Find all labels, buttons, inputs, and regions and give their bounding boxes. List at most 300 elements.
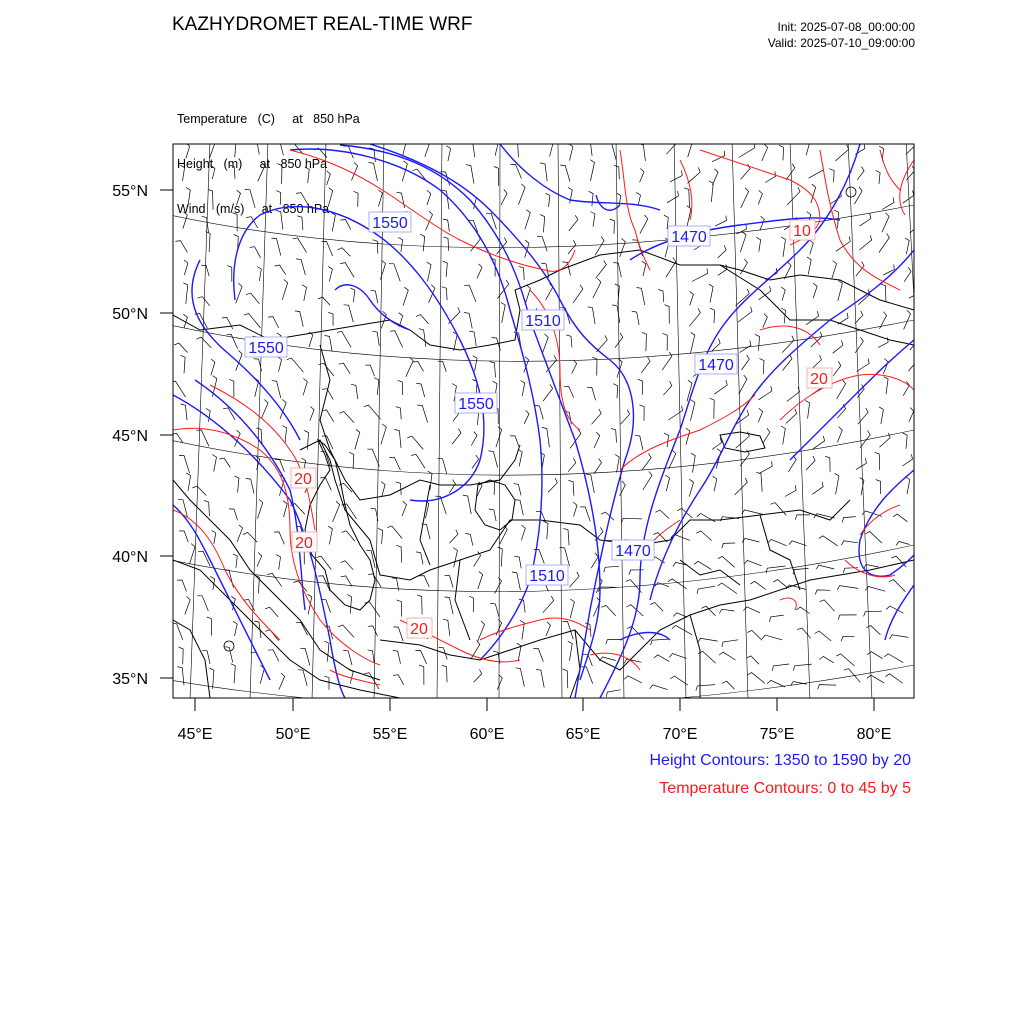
temperature-label: 20 [410, 621, 428, 638]
wind-barb [521, 381, 525, 397]
wind-barb [696, 685, 715, 691]
wind-barb [325, 336, 333, 352]
wind-barb [809, 240, 813, 254]
wind-barb [257, 553, 262, 567]
wind-barb [673, 562, 687, 566]
wind-barb [886, 606, 903, 613]
wind-barb [759, 386, 772, 400]
wind-barb [389, 457, 400, 470]
wind-barb [300, 648, 310, 665]
wind-barb [593, 279, 601, 299]
wind-barb [411, 454, 425, 468]
wind-barb [443, 261, 448, 277]
wind-barb [909, 408, 914, 422]
lon-label-80: 80°E [856, 726, 892, 743]
wind-barb [207, 617, 212, 636]
wind-barb [670, 171, 683, 183]
wind-barb [781, 237, 785, 257]
wind-barb [185, 597, 190, 615]
wind-barb [714, 380, 727, 394]
wind-barb [739, 375, 747, 394]
wind-barb [689, 479, 693, 496]
wind-barb [747, 673, 765, 684]
lat-label-50: 50°N [112, 306, 148, 323]
wind-barb [396, 482, 402, 495]
wind-barb [179, 647, 184, 664]
graticule [170, 140, 934, 707]
wind-barb [324, 676, 329, 690]
wind-barb [563, 621, 574, 639]
wind-barb [477, 264, 482, 279]
wind-barb [787, 387, 800, 401]
wind-barb [490, 603, 499, 616]
wind-barb [276, 191, 281, 205]
wind-barb [525, 210, 530, 230]
wind-barb [224, 647, 232, 663]
lat-label-40: 40°N [112, 549, 148, 566]
field-height: Height (m) at 850 hPa [177, 157, 328, 171]
wind-barb [328, 312, 333, 325]
wind-barb [227, 266, 232, 282]
wind-barb [624, 676, 642, 683]
wind-barb [519, 266, 525, 280]
wind-barb [521, 525, 525, 540]
wind-barb [744, 560, 761, 565]
wind-barb [390, 331, 403, 348]
wind-barb [210, 138, 216, 158]
wind-barb [524, 410, 529, 424]
wind-barb [855, 311, 863, 324]
wind-barb [818, 685, 837, 690]
height-label: 1550 [248, 340, 284, 357]
wind-barb [500, 526, 508, 545]
wind-barb [224, 570, 234, 588]
wind-barb [841, 541, 857, 545]
wind-barb [192, 486, 206, 496]
wind-barb [688, 138, 693, 157]
wind-barb [190, 544, 196, 565]
wind-barb [473, 356, 477, 372]
wind-barb [691, 400, 695, 421]
wind-barb [859, 235, 871, 250]
wind-barb [537, 237, 547, 252]
wind-barb [692, 268, 708, 281]
wind-barb [453, 548, 457, 568]
wind-barb [835, 473, 839, 494]
wind-barb [807, 257, 811, 274]
wind-barb [690, 291, 694, 305]
wind-barb [309, 332, 313, 347]
height-label: 1470 [698, 357, 734, 374]
wind-barb [419, 576, 429, 588]
wind-barb [296, 259, 305, 275]
wind-barb [396, 407, 402, 420]
wind-barb [641, 357, 650, 373]
wind-barb [186, 188, 190, 206]
wind-barb [244, 314, 261, 328]
wind-barb [610, 219, 615, 234]
wind-barb [795, 515, 810, 520]
lat-label-35: 35°N [112, 671, 148, 688]
wind-barb [785, 485, 796, 496]
wind-barb [272, 381, 281, 399]
wind-barb [829, 169, 834, 183]
wind-barb [398, 380, 403, 395]
wind-barb [591, 553, 598, 568]
wind-barb [236, 283, 242, 303]
wind-barb [378, 190, 382, 207]
wind-barb [416, 383, 424, 397]
wind-barb [722, 681, 735, 689]
wind-barb [642, 453, 651, 470]
wind-barb [786, 164, 795, 180]
wind-barb [276, 555, 280, 570]
wind-barb [806, 136, 810, 155]
wind-barb [442, 665, 447, 682]
wind-barb [740, 232, 746, 253]
wind-barb [686, 428, 690, 444]
wind-barb [498, 547, 503, 567]
wind-barb [344, 305, 354, 322]
wind-barb [719, 652, 735, 660]
wind-barb [322, 410, 334, 422]
wind-barb [709, 284, 713, 302]
wind-barb [617, 193, 621, 207]
wind-barb [819, 536, 838, 546]
wind-barb [543, 596, 554, 613]
wind-barb [452, 429, 461, 445]
wind-barb [698, 638, 718, 642]
wind-barb [904, 310, 911, 329]
wind-barb [590, 160, 594, 181]
wind-barb [319, 363, 334, 376]
wind-barb [842, 517, 856, 523]
wind-barb [495, 577, 502, 593]
wind-barb [338, 625, 354, 637]
wind-barb [474, 669, 482, 682]
wind-barb [397, 600, 402, 617]
wind-barb [903, 433, 907, 449]
wind-barb [445, 575, 454, 587]
wind-barb [759, 461, 772, 473]
wind-barb [198, 297, 210, 306]
wind-barb [364, 405, 381, 419]
wind-barb [663, 381, 672, 395]
wind-barb [813, 283, 817, 298]
wind-barb [261, 400, 268, 419]
wind-barb [393, 627, 403, 641]
wind-barb [866, 626, 880, 635]
wind-barb [568, 480, 574, 495]
wind-barb [736, 432, 750, 449]
wind-barb [341, 219, 351, 229]
wind-barb [760, 216, 765, 230]
wind-barb [277, 164, 282, 184]
wind-barb [815, 590, 830, 595]
wind-barb [816, 565, 834, 569]
wind-barb [274, 532, 284, 545]
wind-barb [560, 165, 570, 182]
wind-barb [882, 213, 889, 232]
wind-barb [417, 405, 427, 423]
wind-barb [427, 190, 431, 205]
wind-barb [365, 365, 374, 376]
wind-barb [272, 238, 281, 256]
wind-barb [570, 599, 574, 618]
wind-barb [569, 144, 573, 161]
wind-barb [886, 674, 903, 683]
lon-label-50: 50°E [275, 726, 311, 743]
lon-label-60: 60°E [469, 726, 505, 743]
wind-barb [820, 600, 835, 611]
wind-barb [781, 308, 785, 323]
wind-barb [600, 657, 616, 661]
wind-barb [488, 451, 497, 468]
wind-barb [196, 430, 209, 446]
wind-barb [352, 162, 358, 180]
wind-barb [857, 359, 870, 372]
wind-barb [245, 189, 255, 207]
wind-barb [564, 387, 574, 398]
wind-barb [569, 572, 579, 588]
wind-barb [464, 285, 476, 302]
wind-barb [739, 143, 755, 158]
wind-barb [756, 472, 762, 491]
wind-barb [229, 379, 234, 397]
wind-barb [867, 652, 882, 659]
wind-barb [882, 198, 894, 210]
wind-barb [543, 384, 552, 401]
wind-barb [378, 528, 383, 544]
wind-barb [512, 572, 521, 590]
wind-barb [489, 509, 496, 521]
lon-label-45: 45°E [177, 726, 213, 743]
wind-barb [463, 495, 472, 514]
wind-barb [566, 335, 572, 348]
wind-barb [180, 165, 184, 181]
wind-barb [698, 651, 716, 663]
wind-barb [697, 586, 715, 594]
wind-barb [396, 545, 401, 562]
wind-barb [668, 406, 682, 420]
wind-barb [443, 219, 450, 232]
wind-barb [879, 407, 883, 424]
wind-barb [268, 650, 279, 662]
wind-barb [670, 676, 688, 685]
wind-barb [833, 361, 841, 376]
wind-barb [856, 458, 867, 469]
wind-barb [747, 630, 762, 640]
wind-barb [258, 162, 265, 181]
wind-barb [355, 429, 360, 449]
height-contour-labels [245, 212, 737, 585]
wind-barb [212, 530, 216, 544]
init-time: Init: 2025-07-08_00:00:00 [777, 20, 915, 34]
wind-barb [490, 362, 496, 378]
wind-barb [349, 452, 354, 469]
wind-barb [438, 361, 447, 372]
wind-barb [546, 622, 551, 636]
wind-barb [635, 435, 643, 450]
wind-barb [642, 332, 647, 351]
wind-barb [606, 640, 621, 645]
wind-barb [496, 427, 502, 448]
wind-barb [601, 605, 615, 615]
wind-barb [632, 311, 639, 325]
wind-barb [865, 532, 882, 544]
wind-barb [303, 379, 307, 396]
field-temperature: Temperature (C) at 850 hPa [177, 112, 360, 126]
wind-barb [445, 597, 454, 614]
wind-barb [812, 482, 823, 494]
wind-barb [588, 307, 595, 324]
temperature-legend: Temperature Contours: 0 to 45 by 5 [659, 780, 911, 797]
wind-barb [518, 449, 522, 466]
wind-barb [520, 620, 524, 639]
temperature-label: 20 [294, 471, 312, 488]
wind-barb [615, 284, 620, 305]
wind-barb [881, 284, 886, 301]
lat-label-45: 45°N [112, 428, 148, 445]
wind-barb [715, 216, 726, 227]
wind-barb [381, 482, 385, 497]
wind-barb [903, 190, 914, 203]
wind-barb [613, 263, 621, 278]
wind-barb [416, 552, 423, 565]
wind-barb [374, 378, 379, 395]
height-label: 1550 [372, 215, 408, 232]
wind-barb [665, 305, 670, 324]
wind-barb [673, 613, 687, 617]
wind-barb [250, 247, 261, 258]
wind-barb [591, 212, 595, 227]
wind-barb [510, 436, 519, 446]
wind-barb [742, 355, 750, 370]
wind-barb [179, 531, 188, 542]
wind-barb [650, 603, 663, 612]
longitude-axis [178, 698, 892, 743]
wind-barb [546, 356, 557, 373]
wind-barb [443, 237, 448, 251]
wind-barb [621, 410, 630, 424]
wind-barb [759, 286, 771, 300]
wind-barb [669, 654, 686, 659]
wind-barb [782, 336, 794, 353]
wind-barb [446, 146, 450, 161]
wind-barb [219, 458, 230, 468]
wind-barb [806, 456, 815, 470]
wind-barb [594, 432, 600, 448]
wind-barb [178, 667, 185, 686]
wind-barb [276, 211, 283, 230]
wind-barb [347, 595, 352, 614]
wind-barb [809, 165, 824, 178]
wind-barb [237, 525, 242, 542]
wind-barb [787, 187, 800, 205]
wind-barb [406, 357, 413, 377]
wind-barb [183, 212, 187, 229]
wind-barb [318, 297, 330, 305]
wind-barb [393, 675, 404, 685]
wind-barb [305, 167, 309, 183]
wind-barb [351, 288, 355, 302]
wind-barb [354, 191, 359, 207]
wind-barb [278, 357, 282, 372]
wind-barb [468, 140, 475, 157]
wind-barb [543, 334, 549, 352]
wind-barb [308, 594, 312, 614]
wind-barb [640, 215, 648, 234]
wind-barb [639, 405, 644, 421]
wind-barb [453, 332, 457, 351]
wind-barb [773, 580, 787, 588]
wind-barb [909, 285, 926, 298]
wind-barb [230, 165, 235, 178]
wind-barb [339, 412, 354, 423]
wind-barb [654, 655, 669, 662]
wind-barb [712, 438, 722, 450]
wind-barb [768, 539, 787, 545]
wind-barb [297, 216, 303, 230]
wind-barb [296, 193, 309, 207]
wind-barb [419, 665, 424, 685]
wind-barb [662, 352, 672, 370]
wind-barb [283, 501, 287, 517]
wind-barb [542, 427, 549, 447]
wind-barb [624, 659, 641, 663]
wind-barb [666, 475, 670, 491]
wind-barb [204, 501, 209, 517]
wind-barb [540, 215, 545, 233]
wind-barb [229, 509, 238, 520]
wind-barb [302, 285, 306, 301]
wind-barb [287, 140, 304, 154]
wind-barb [469, 596, 474, 612]
wind-barb [864, 611, 882, 616]
wind-barb [691, 453, 695, 473]
wind-barb [742, 510, 763, 515]
wind-barb [525, 285, 530, 305]
wind-barb [650, 685, 668, 690]
wind-barb [664, 433, 669, 447]
lon-label-70: 70°E [662, 726, 698, 743]
wind-barb [295, 311, 303, 327]
wind-barb [333, 501, 340, 522]
wind-barb [643, 471, 652, 490]
wind-barb [884, 377, 888, 395]
wind-barb [750, 581, 765, 589]
wind-barb [310, 407, 314, 421]
wind-barb [208, 189, 213, 209]
wind-barb [416, 650, 427, 664]
wind-barb [740, 340, 751, 352]
wind-barb [760, 359, 765, 375]
wind-barb [615, 455, 619, 473]
wind-barb [179, 455, 190, 473]
wind-barb [233, 621, 237, 636]
wind-barb [696, 531, 711, 541]
wind-barb [586, 143, 592, 156]
wind-barb [667, 191, 679, 203]
wind-barb [743, 607, 760, 613]
wind-barb [546, 193, 550, 207]
wind-barb [339, 363, 351, 374]
wind-barb [658, 290, 664, 303]
wind-barb [908, 356, 918, 372]
wind-barb [211, 166, 215, 180]
wind-barb [755, 334, 760, 351]
wind-barb [279, 673, 285, 690]
